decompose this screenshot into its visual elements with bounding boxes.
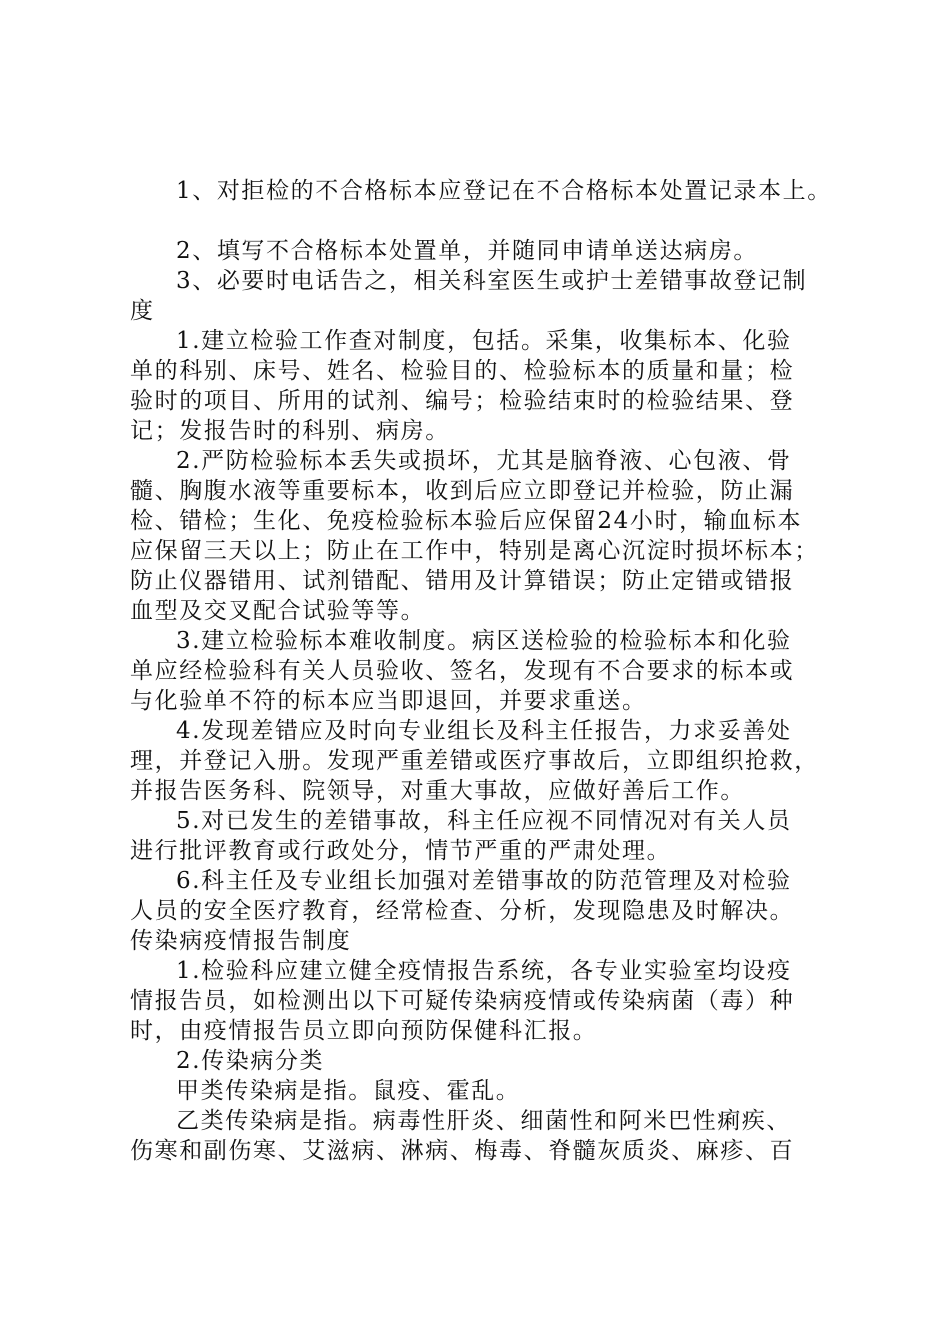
text-line: 髓、胸腹水液等重要标本，收到后应立即登记并检验，防止漏 [130,478,795,504]
text-line: 1.检验科应建立健全疫情报告系统，各专业实验室均设疫 [176,958,792,984]
text-line: 并报告医务科、院领导，对重大事故，应做好善后工作。 [130,778,745,804]
text-line: 2.严防检验标本丢失或损坏，尤其是脑脊液、心包液、骨 [176,448,792,474]
text-line: 人员的安全医疗教育，经常检查、分析，发现隐患及时解决。 [130,898,795,924]
document-body [130,176,860,1166]
text-line: 甲类传染病是指。鼠疫、霍乱。 [176,1078,521,1104]
text-line: 进行批评教育或行政处分，情节严重的严肃处理。 [130,838,672,864]
text-line: 乙类传染病是指。病毒性肝炎、细菌性和阿米巴性痢疾、 [176,1108,791,1134]
text-line: 单的科别、床号、姓名、检验目的、检验标本的质量和量；检 [130,358,795,384]
text-line: 单应经检验科有关人员验收、签名，发现有不合要求的标本或 [130,658,795,684]
text-line: 度 [130,298,155,324]
text-line: 检、错检；生化、免疫检验标本验后应保留24小时，输血标本 [130,508,803,534]
text-line: 防止仪器错用、试剂错配、错用及计算错误；防止定错或错报 [130,568,795,594]
text-line: 1、对拒检的不合格标本应登记在不合格标本处置记录本上。 [176,178,832,204]
text-line: 时，由疫情报告员立即向预防保健科汇报。 [130,1018,598,1044]
text-line: 3.建立检验标本难收制度。病区送检验的检验标本和化验 [176,628,792,654]
text-line: 5.对已发生的差错事故，科主任应视不同情况对有关人员 [176,808,792,834]
text-line: 2、填写不合格标本处置单，并随同申请单送达病房。 [176,238,759,264]
text-line: 伤寒和副伤寒、艾滋病、淋病、梅毒、脊髓灰质炎、麻疹、百 [130,1138,795,1164]
text-line: 4.发现差错应及时向专业组长及科主任报告，力求妥善处 [176,718,792,744]
text-line: 2.传染病分类 [176,1048,325,1074]
text-line: 1.建立检验工作查对制度，包括。采集，收集标本、化验 [176,328,792,354]
text-line: 应保留三天以上；防止在工作中，特别是离心沉淀时损坏标本； [130,538,819,564]
text-line: 记；发报告时的科别、病房。 [130,418,450,444]
text-line: 验时的项目、所用的试剂、编号；检验结束时的检验结果、登 [130,388,795,414]
section-heading: 传染病疫情报告制度 [130,928,352,954]
text-line: 与化验单不符的标本应当即退回，并要求重送。 [130,688,647,714]
text-line: 情报告员，如检测出以下可疑传染病疫情或传染病菌（毒）种 [130,988,795,1014]
text-line: 6.科主任及专业组长加强对差错事故的防范管理及对检验 [176,868,792,894]
text-line: 3、必要时电话告之，相关科室医生或护士差错事故登记制 [176,268,808,294]
text-line: 理，并登记入册。发现严重差错或医疗事故后，立即组织抢救， [130,748,819,774]
text-line: 血型及交叉配合试验等等。 [130,598,426,624]
